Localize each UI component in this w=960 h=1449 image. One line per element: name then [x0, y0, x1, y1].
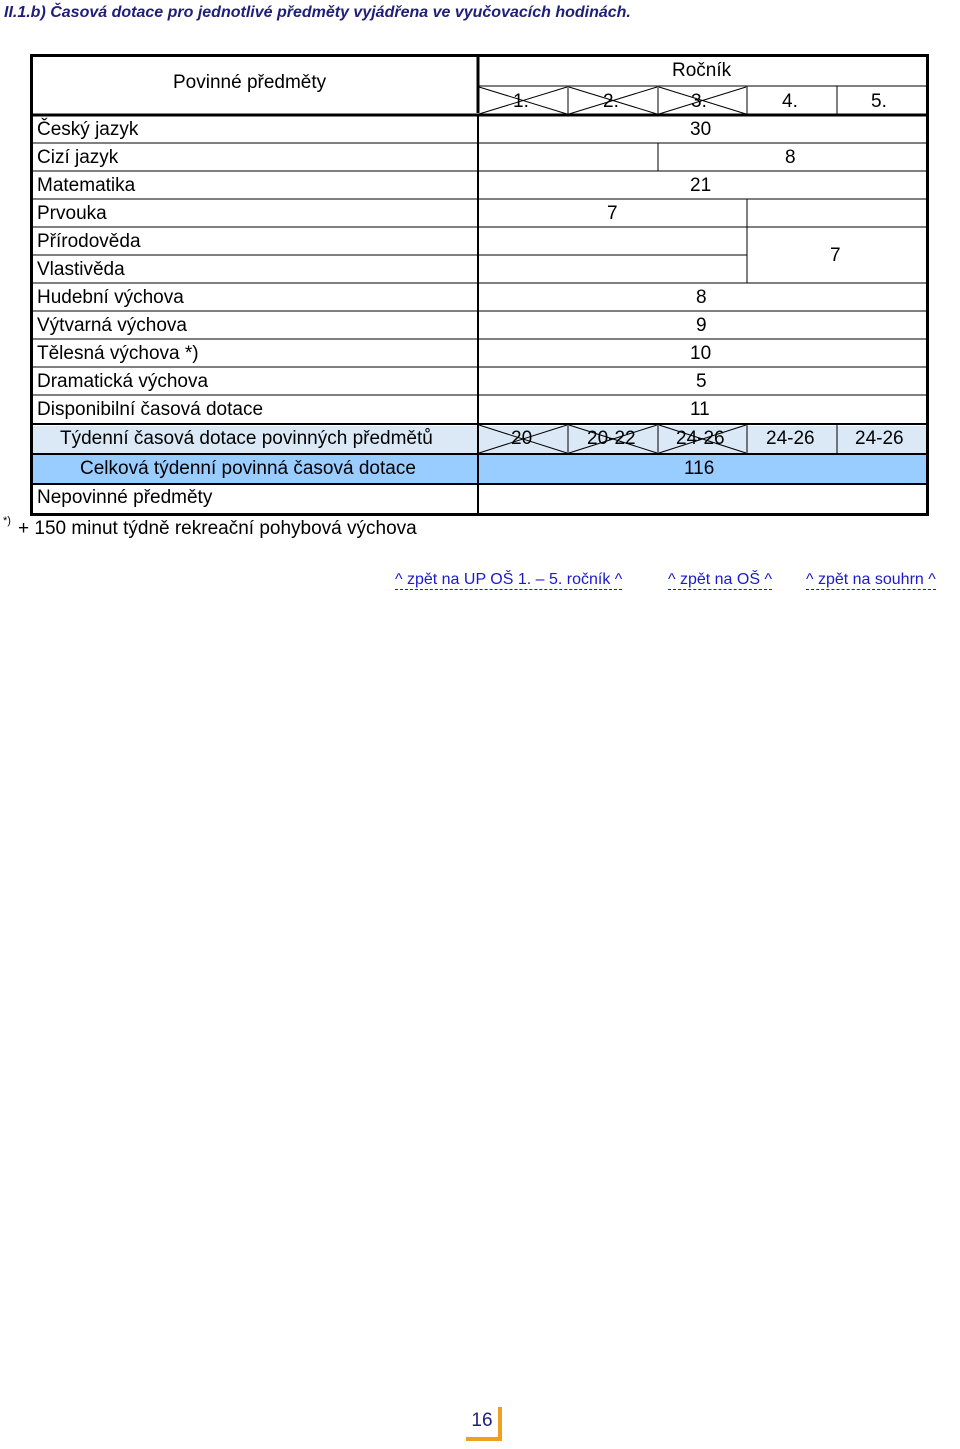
link-back-to-summary[interactable]: ^ zpět na souhrn ^	[806, 571, 936, 588]
subject-label-music: Hudební výchova	[37, 287, 184, 308]
subject-label-mathematics: Matematika	[37, 175, 136, 196]
grade-5-label: 5.	[871, 91, 887, 112]
subject-label-art: Výtvarná výchova	[37, 315, 187, 336]
subject-label-drama: Dramatická výchova	[37, 371, 209, 392]
value-mathematics: 21	[690, 175, 712, 196]
value-foreign-language: 8	[785, 147, 796, 168]
grade-4-label: 4.	[782, 91, 798, 112]
subject-label-pe: Tělesná výchova *)	[37, 343, 199, 364]
weekly-label: Týdenní časová dotace povinných předmětů	[60, 428, 433, 449]
grades-header: Ročník	[672, 60, 732, 81]
weekly-value-grade-2: 20-22	[587, 428, 636, 449]
total-label: Celková týdenní povinná časová dotace	[80, 458, 416, 479]
value-drama: 5	[696, 371, 707, 392]
link-back-to-up-os[interactable]: ^ zpět na UP OŠ 1. – 5. ročník ^	[395, 571, 623, 588]
weekly-value-grade-3: 24-26	[676, 428, 725, 449]
subject-label-czech: Český jazyk	[37, 119, 139, 140]
weekly-value-grade-4: 24-26	[766, 428, 815, 449]
value-pe: 10	[690, 343, 712, 364]
grade-2-label: 2.	[603, 91, 619, 112]
subject-label-prvouka: Prvouka	[37, 203, 107, 224]
subject-label-foreign-language: Cizí jazyk	[37, 147, 119, 168]
footnote-text: + 150 minut týdně rekreační pohybová výchova	[18, 518, 417, 539]
grade-1-label: 1.	[513, 91, 529, 112]
value-prvouka: 7	[607, 203, 618, 224]
footnote-mark: *)	[3, 515, 11, 527]
value-available-time: 11	[690, 399, 710, 420]
weekly-value-grade-1: 20	[511, 428, 533, 449]
value-art: 9	[696, 315, 707, 336]
subjects-header: Povinné předměty	[173, 72, 327, 93]
grade-3-label: 3.	[691, 91, 707, 112]
value-prirodoveda-vlastiveda: 7	[830, 245, 841, 266]
weekly-value-grade-5: 24-26	[855, 428, 904, 449]
value-music: 8	[696, 287, 707, 308]
subject-label-vlastiveda: Vlastivěda	[37, 259, 125, 280]
link-back-to-os[interactable]: ^ zpět na OŠ ^	[668, 571, 772, 588]
optional-subjects-label: Nepovinné předměty	[37, 487, 213, 508]
page-number: 16	[466, 1407, 502, 1441]
value-czech: 30	[690, 119, 712, 140]
page-heading: II.1.b) Časová dotace pro jednotlivé předměty vyjádřena ve vyučovacích hodinách.	[4, 4, 631, 21]
total-value: 116	[684, 458, 715, 479]
subject-label-available-time: Disponibilní časová dotace	[37, 399, 264, 420]
subject-label-prirodoveda: Přírodověda	[37, 231, 141, 252]
